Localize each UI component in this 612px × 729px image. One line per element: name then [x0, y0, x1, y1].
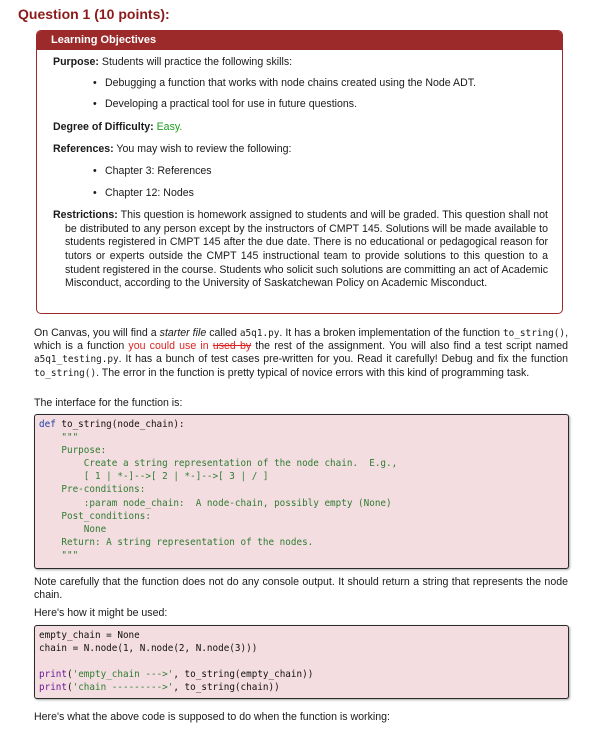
purpose-row [53, 56, 548, 70]
code-line: Create a string representation of the node chain. E.g., [39, 458, 398, 470]
test-filename: a5q1_testing.py [34, 354, 119, 366]
code-line: chain = N.node(1, N.node(2, N.node(3))) [39, 643, 258, 655]
code-line: Post_conditions: [39, 510, 151, 522]
intro-text: , which is a function [34, 327, 569, 353]
list-item: • Chapter 12: Nodes [53, 187, 548, 201]
code-keyword: print [39, 682, 67, 694]
code-keyword: def [39, 419, 56, 430]
interface-code-block [34, 414, 569, 569]
intro-paragraph [34, 327, 568, 380]
intro-text: the rest of the assignment. You will also find a test script named [251, 340, 568, 353]
edit-deletion: used by [212, 340, 252, 353]
starter-file-term: starter file [159, 327, 207, 339]
purpose-label: Purpose: [53, 56, 99, 68]
usage-code-block: empty_chain = None chain = N.node(1, N.node(2, N.node(3))) print('empty_chain --->', to_string(empty_chain)) print('chain --------->', to_string(chain)) [34, 625, 569, 699]
edit-insertion: you could use in [128, 340, 213, 353]
intro-text: called [206, 327, 240, 339]
code-line: :param node_chain: A node-chain, possibly empty (None) [39, 497, 392, 509]
interface-intro: The interface for the function is: [34, 397, 183, 409]
intro-text: . The error in the function is pretty typical of novice errors with this kind of programming task. [96, 366, 530, 379]
code-line: , to_string(chain)) [173, 682, 280, 694]
restrictions-label: Restrictions: [53, 209, 118, 222]
code-line: """ [39, 549, 79, 561]
difficulty-label: Degree of Difficulty: [53, 120, 154, 133]
code-line: Purpose: [39, 445, 107, 457]
restrictions-text: This question is homework assigned to students and will be graded. This question shall not be distributed to any person except by the instructors of CMPT 145. Solutions will be made available to students registered in CMPT 145 after the due date. There is no educational or pedagogical reason for tutors or experts outside the CMPT 145 instructional team to provide solutions to this question to a student registered in the course. Students who solicit such solutions are committing an act of Academic Misconduct, according to the University of Saskatchewan Policy on Academic Misconduct. [65, 209, 548, 290]
function-name: to_string() [34, 367, 97, 379]
intro-text: . It has a broken implementation of the function [279, 327, 503, 339]
note-paragraph: Note carefully that the function does not do any console output. It should return a string that represents the node chain. [34, 576, 568, 602]
learning-objectives-header: Learning Objectives [37, 31, 562, 50]
list-item: • Chapter 3: References [53, 165, 548, 179]
references-label: References: [53, 143, 114, 156]
code-line: , to_string(empty_chain)) [173, 669, 314, 681]
code-line: Pre-conditions: [39, 484, 146, 496]
difficulty-row [53, 121, 548, 135]
list-item: • Debugging a function that works with node chains created using the Node ADT. [53, 77, 548, 91]
code-line: [ 1 | *-]-->[ 2 | *-]-->[ 3 | / ] [39, 471, 269, 483]
code-line: to_string(node_chain): [55, 419, 185, 430]
code-line: empty_chain = None [39, 630, 140, 641]
purpose-list [53, 77, 548, 112]
restrictions-row [53, 209, 548, 291]
usage-intro: Here's how it might be used: [34, 607, 168, 619]
difficulty-value: Easy. [156, 120, 183, 133]
code-line: None [39, 523, 107, 535]
function-name: to_string() [502, 328, 566, 339]
list-item: • Developing a practical tool for use in future questions. [53, 98, 548, 112]
code-string: 'chain --------->' [72, 682, 174, 694]
code-string: 'empty_chain --->' [72, 669, 174, 681]
closing-paragraph: Here's what the above code is supposed to do when the function is working: [34, 711, 390, 723]
intro-text: . It has a bunch of test cases pre-written for you. Read it carefully! Debug and fix the function [118, 353, 568, 366]
intro-text: On Canvas, you will find a [34, 327, 160, 339]
code-keyword: print [39, 669, 67, 681]
code-line: Return: A string representation of the nodes. [39, 536, 314, 548]
references-row [53, 143, 548, 157]
learning-objectives-box [36, 30, 563, 314]
starter-filename: a5q1.py [239, 328, 280, 339]
purpose-text: Students will practice the following skills: [101, 56, 293, 68]
code-line: """ [39, 432, 79, 444]
question-title: Question 1 (10 points): [18, 6, 170, 22]
references-list [53, 165, 548, 200]
references-text: You may wish to review the following: [116, 143, 292, 156]
